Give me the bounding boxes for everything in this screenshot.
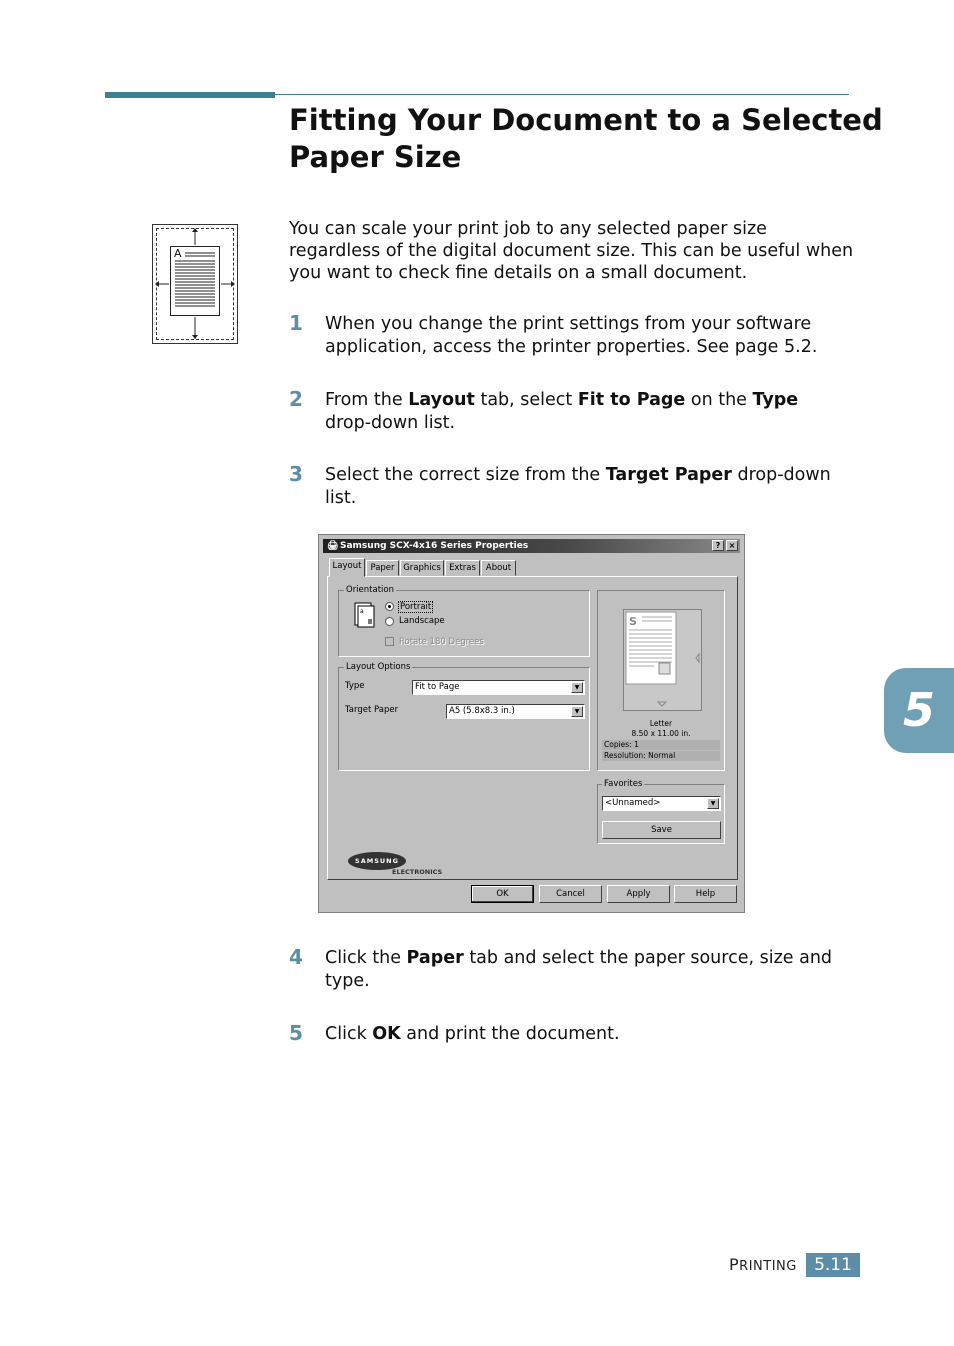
step-bold-term: Paper [406, 948, 464, 968]
step-line: list. [325, 488, 357, 508]
step-4-text [325, 947, 855, 993]
step-number: 1 [289, 311, 303, 335]
step-number: 2 [289, 387, 303, 411]
step-bold-term: OK [372, 1024, 401, 1044]
paper-preview-box [597, 590, 725, 771]
step-bold-term: Layout [408, 390, 475, 410]
step-number: 5 [289, 1021, 303, 1045]
tab-about[interactable]: About [481, 560, 516, 576]
layout-panel [327, 576, 738, 880]
tab-layout[interactable]: Layout [329, 558, 365, 577]
step-text-span: on the [685, 390, 753, 410]
svg-text:S: S [629, 615, 637, 628]
step-line: When you change the print settings from your software [325, 314, 812, 334]
tab-graphics[interactable]: Graphics [400, 560, 444, 576]
intro-line: you want to check fine details on a small document. [289, 263, 748, 283]
tab-extras[interactable]: Extras [445, 560, 480, 576]
portrait-radio[interactable] [385, 602, 394, 611]
footer-word-initial: P [729, 1255, 740, 1274]
step-2-text [325, 389, 855, 435]
chevron-down-icon[interactable]: ▼ [571, 706, 583, 717]
step-text-span: tab, select [474, 390, 578, 410]
step-text-span: drop-down [731, 465, 831, 485]
apply-button[interactable]: Apply [607, 885, 670, 903]
step-number: 4 [289, 945, 303, 969]
step-3-text [325, 464, 855, 510]
rotate-checkbox[interactable] [385, 637, 394, 646]
header-rule-thin [275, 94, 849, 95]
icon-text-lines [171, 247, 221, 317]
landscape-radio[interactable] [385, 617, 394, 626]
intro-paragraph [289, 218, 869, 284]
target-paper-label: Target Paper [345, 705, 399, 715]
portrait-page-icon [354, 602, 376, 628]
help-button[interactable]: Help [674, 885, 737, 903]
intro-line: You can scale your print job to any selected paper size [289, 219, 767, 239]
layout-options-label: Layout Options [346, 662, 411, 672]
step-number: 3 [289, 462, 303, 486]
favorites-dropdown-value: <Unnamed> [605, 798, 661, 808]
favorites-label: Favorites [604, 779, 643, 789]
help-title-button[interactable]: ? [712, 540, 724, 551]
close-button[interactable]: × [726, 540, 738, 551]
favorites-dropdown[interactable] [602, 796, 721, 811]
page-title [289, 102, 889, 176]
step-text-span: From the [325, 390, 409, 410]
preview-page-graphic [624, 610, 701, 710]
target-paper-dropdown-value: A5 (5.8x8.3 in.) [449, 706, 515, 716]
type-label: Type [345, 681, 365, 691]
printer-properties-dialog [318, 534, 745, 913]
step-text-span: Click [325, 1024, 373, 1044]
header-rule-thick [105, 92, 275, 98]
step-text-span: and print the document. [400, 1024, 620, 1044]
preview-copies: Copies: 1 [602, 740, 720, 750]
step-text-span: Select the correct size from the [325, 465, 606, 485]
preview-paper-size: 8.50 x 11.00 in. [631, 729, 691, 738]
chevron-down-icon[interactable]: ▼ [707, 798, 719, 809]
step-bold-term: Fit to Page [577, 390, 686, 410]
preview-paper-outline [623, 609, 702, 711]
portrait-label: Portrait [400, 602, 432, 612]
target-paper-dropdown[interactable] [446, 704, 585, 719]
rotate-label: Rotate 180 Degrees [399, 637, 484, 647]
chapter-tab: 5 [884, 668, 954, 753]
step-bold-term: Type [752, 390, 799, 410]
step-1-text [325, 313, 855, 359]
icon-letter: A [174, 247, 182, 260]
samsung-logo: SAMSUNG [348, 852, 406, 870]
page-title-line1: Fitting Your Document to a Selected [289, 103, 883, 137]
footer-word-rest: RINTING [739, 1259, 797, 1274]
svg-text:a: a [360, 608, 364, 615]
tab-paper[interactable]: Paper [366, 560, 399, 576]
step-line: type. [325, 971, 370, 991]
fit-to-page-sheet [170, 246, 220, 316]
orientation-label: Orientation [346, 585, 394, 595]
landscape-label: Landscape [399, 616, 445, 626]
footer-section-name [729, 1255, 797, 1274]
dialog-titlebar [323, 539, 740, 553]
favorites-group [597, 779, 725, 844]
page-title-line2: Paper Size [289, 140, 462, 174]
type-dropdown[interactable] [412, 680, 585, 695]
type-dropdown-value: Fit to Page [415, 682, 460, 692]
cancel-button[interactable]: Cancel [539, 885, 602, 903]
layout-options-group [338, 662, 590, 771]
step-text-span: tab and select the paper source, size and [463, 948, 833, 968]
chevron-down-icon[interactable]: ▼ [571, 682, 583, 693]
step-5-text [325, 1023, 855, 1046]
preview-paper-name: Letter [649, 719, 673, 728]
page-number: 5.11 [806, 1253, 860, 1277]
printer-icon: 🖨 [327, 541, 339, 551]
step-text-span: Click the [325, 948, 407, 968]
dialog-title: Samsung SCX-4x16 Series Properties [340, 541, 529, 551]
samsung-logo-subtext: ELECTRONICS [392, 868, 443, 876]
ok-button[interactable]: OK [471, 885, 534, 903]
save-button[interactable]: Save [602, 821, 721, 839]
intro-line: regardless of the digital document size. This can be useful when [289, 241, 854, 261]
step-bold-term: Target Paper [605, 465, 732, 485]
preview-resolution: Resolution: Normal [602, 751, 720, 761]
orientation-group [338, 585, 590, 657]
step-line: drop-down list. [325, 413, 456, 433]
step-line: application, access the printer properties. See page 5.2. [325, 337, 818, 357]
